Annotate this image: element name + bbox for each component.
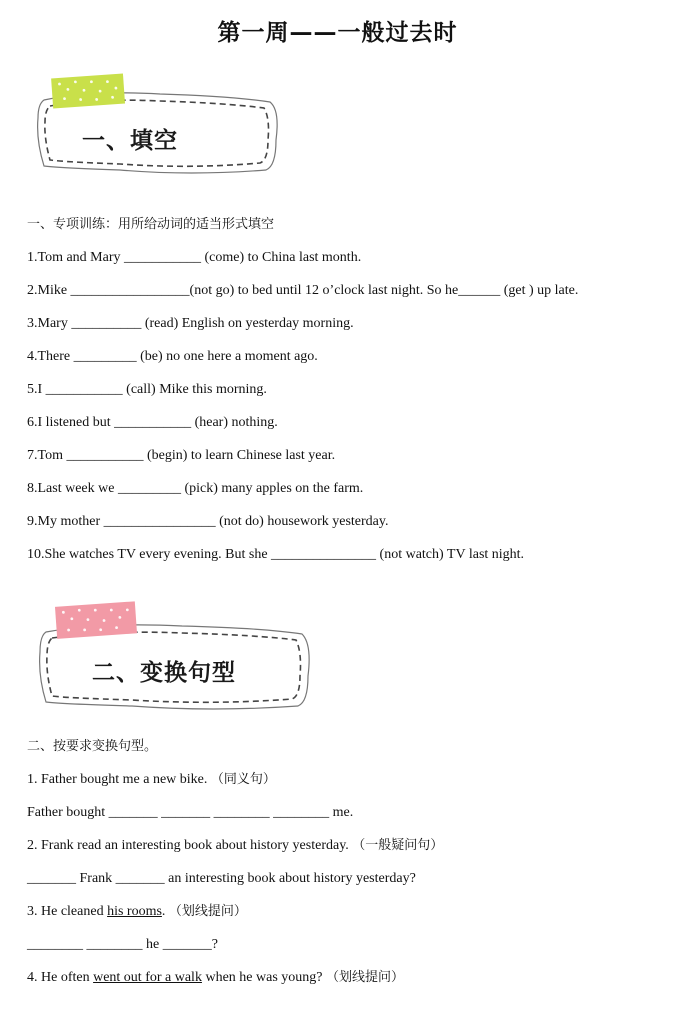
section1-instruction: 一、专项训练：用所给动词的适当形式填空 — [27, 217, 275, 232]
list-item: 5.I ___________ (call) Mike this morning. — [27, 382, 267, 397]
question-note: （同义句） — [210, 772, 276, 787]
list-item: 9.My mother ________________ (not do) housework yesterday. — [27, 514, 389, 529]
answer-3: ________ ________ he _______? — [27, 937, 218, 952]
question-note: （划线提问） — [168, 904, 247, 919]
underlined-phrase: his rooms — [107, 904, 162, 919]
question-3 — [27, 903, 247, 921]
section2-banner-title: 二、变换句型 — [92, 659, 236, 686]
question-2 — [27, 837, 443, 855]
section2-banner — [32, 598, 322, 718]
page-title: 第一周——一般过去时 — [217, 20, 458, 46]
list-item: 3.Mary __________ (read) English on yesterday morning. — [27, 316, 354, 331]
question-text: 2. Frank read an interesting book about history yesterday. — [27, 838, 349, 853]
list-item: 7.Tom ___________ (begin) to learn Chinese last year. — [27, 448, 336, 463]
answer-1: Father bought _______ _______ ________ ________ me. — [27, 805, 354, 820]
list-item: 1.Tom and Mary ___________ (come) to China last month. — [27, 250, 362, 265]
question-1 — [27, 771, 276, 789]
list-item: 4.There _________ (be) no one here a moment ago. — [27, 349, 318, 364]
question-note: （划线提问） — [325, 970, 404, 985]
question-text-end: when he was young? — [201, 970, 323, 985]
section2-instruction: 二、按要求变换句型。 — [27, 739, 158, 754]
question-text: 1. Father bought me a new bike. — [27, 772, 208, 787]
answer-2: _______ Frank _______ an interesting book about history yesterday? — [27, 871, 416, 886]
underlined-phrase: went out for a walk — [93, 970, 202, 985]
list-item: 2.Mike _________________(not go) to bed until 12 o’clock last night. So he______ (get ) up late. — [27, 283, 579, 298]
list-item: 8.Last week we _________ (pick) many apples on the farm. — [27, 481, 364, 496]
section1-banner — [30, 70, 290, 180]
list-item: 6.I listened but ___________ (hear) nothing. — [27, 415, 278, 430]
list-item: 10.She watches TV every evening. But she _______________ (not watch) TV last night. — [27, 547, 525, 562]
question-text: 3. He cleaned — [27, 904, 108, 919]
question-text: 4. He often — [27, 970, 94, 985]
question-4 — [27, 969, 404, 987]
section1-banner-title: 一、填空 — [82, 127, 178, 154]
tape-icon — [55, 601, 137, 639]
question-note: （一般疑问句） — [352, 838, 444, 853]
question-text-end: . — [161, 904, 166, 919]
tape-icon — [51, 74, 125, 109]
